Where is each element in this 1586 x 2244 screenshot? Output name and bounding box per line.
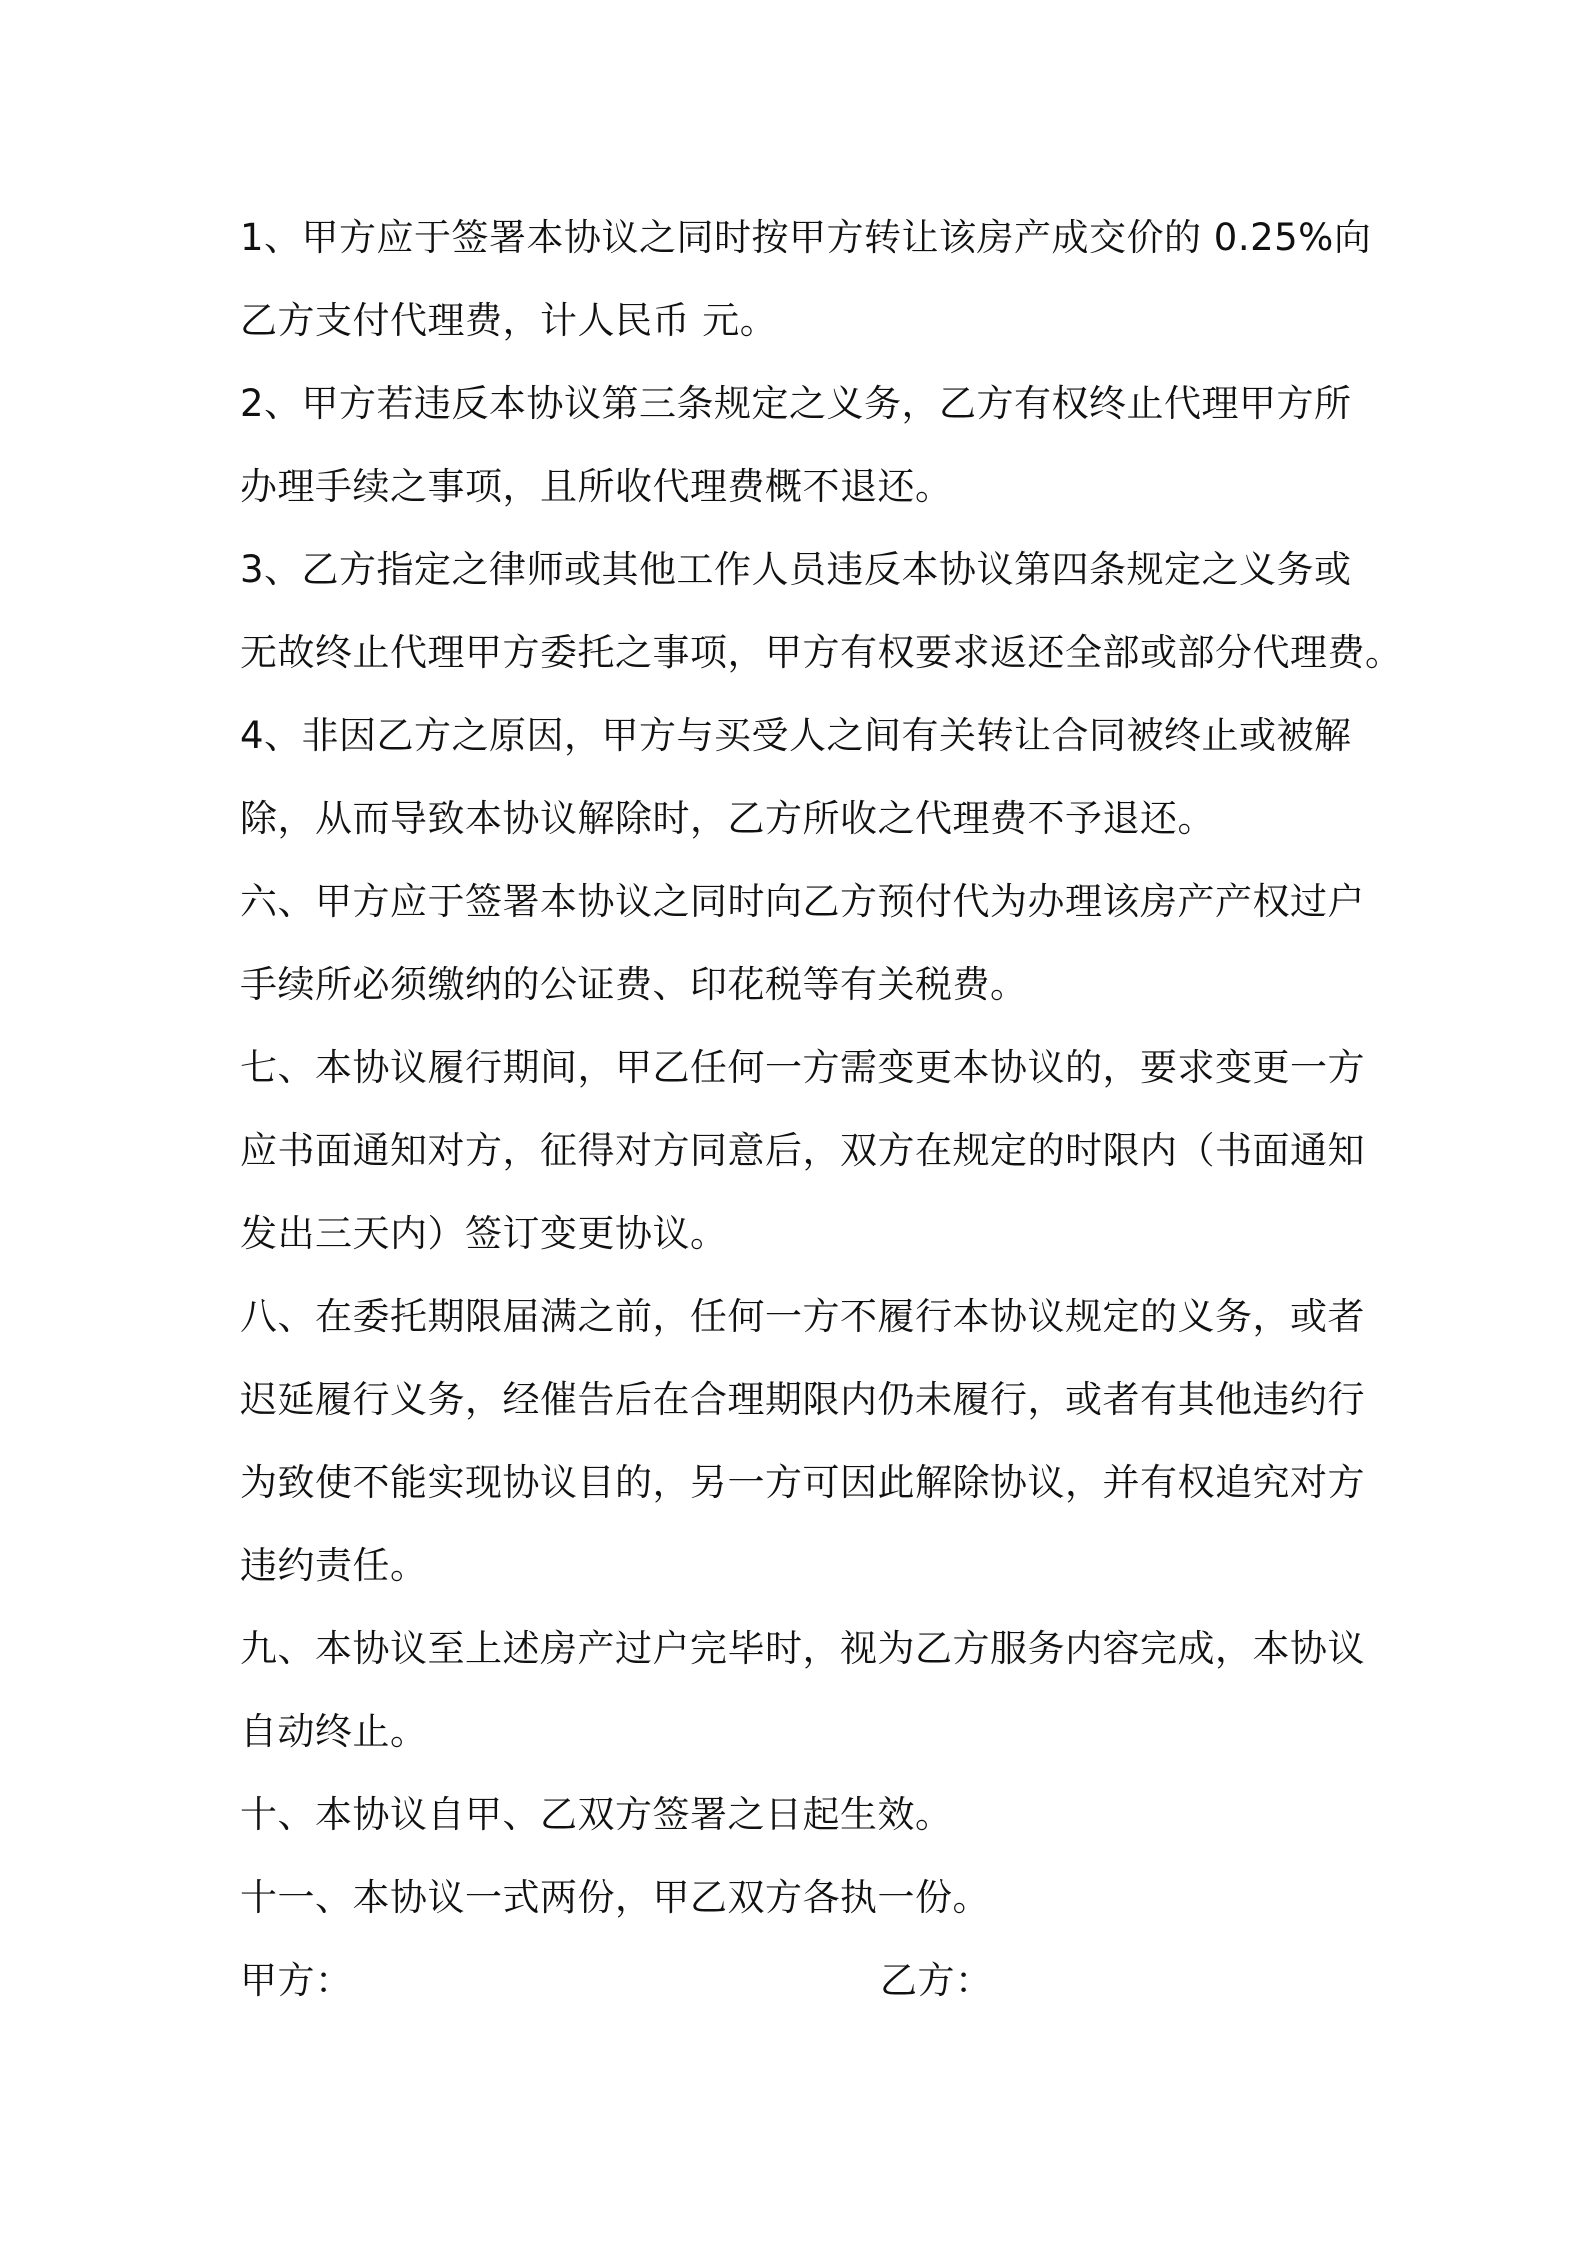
clause-fee-payment [240,196,1370,362]
clause-line: 3、乙方指定之律师或其他工作人员违反本协议第四条规定之义务或 [240,548,1352,591]
clause-line: 除，从而导致本协议解除时，乙方所收之代理费不予退还。 [240,797,1215,840]
clause-line: 迟延履行义务，经催告后在合理期限内仍未履行，或者有其他违约行 [240,1378,1365,1421]
clause-line: 自动终止。 [240,1710,428,1753]
clause-line: 十一、本协议一式两份，甲乙双方各执一份。 [240,1876,990,1919]
clause-line: 1、甲方应于签署本协议之同时按甲方转让该房产成交价的 0.25%向 [240,216,1372,259]
clause-line: 为致使不能实现协议目的，另一方可因此解除协议，并有权追究对方 [240,1461,1365,1504]
clause-line: 六、甲方应于签署本协议之同时向乙方预付代为办理该房产产权过户 [240,880,1365,923]
clause-party-b-breach [240,528,1403,694]
clause-line: 4、非因乙方之原因，甲方与买受人之间有关转让合同被终止或被解 [240,714,1352,757]
agreement-body [240,196,1403,2022]
clause-eight-default [240,1275,1370,1607]
clause-nine-completion [240,1607,1370,1773]
party-a-signature-label: 甲方： [240,1959,353,2002]
clause-six-prepayment [240,860,1370,1026]
party-b-signature-label: 乙方： [880,1959,993,2002]
clause-line: 发出三天内）签订变更协议。 [240,1212,728,1255]
clause-line: 2、甲方若违反本协议第三条规定之义务，乙方有权终止代理甲方所 [240,382,1352,425]
clause-line: 九、本协议至上述房产过户完毕时，视为乙方服务内容完成，本协议 [240,1627,1365,1670]
signature-row [240,1939,1370,2022]
clause-line: 手续所必须缴纳的公证费、印花税等有关税费。 [240,963,1028,1006]
clause-contract-termination [240,694,1370,860]
clause-line: 办理手续之事项，且所收代理费概不退还。 [240,465,953,508]
clause-line: 八、在委托期限届满之前，任何一方不履行本协议规定的义务，或者 [240,1295,1365,1338]
clause-eleven-copies [240,1856,1370,1939]
clause-line: 乙方支付代理费，计人民币 元。 [240,299,778,342]
clause-line: 十、本协议自甲、乙双方签署之日起生效。 [240,1793,953,1836]
clause-line: 应书面通知对方，征得对方同意后，双方在规定的时限内（书面通知 [240,1129,1365,1172]
clause-seven-amendment [240,1026,1370,1275]
clause-ten-effective [240,1773,1370,1856]
clause-line: 违约责任。 [240,1544,428,1587]
clause-line: 无故终止代理甲方委托之事项，甲方有权要求返还全部或部分代理费。 [240,631,1403,674]
clause-line: 七、本协议履行期间，甲乙任何一方需变更本协议的，要求变更一方 [240,1046,1365,1089]
clause-party-a-breach [240,362,1370,528]
